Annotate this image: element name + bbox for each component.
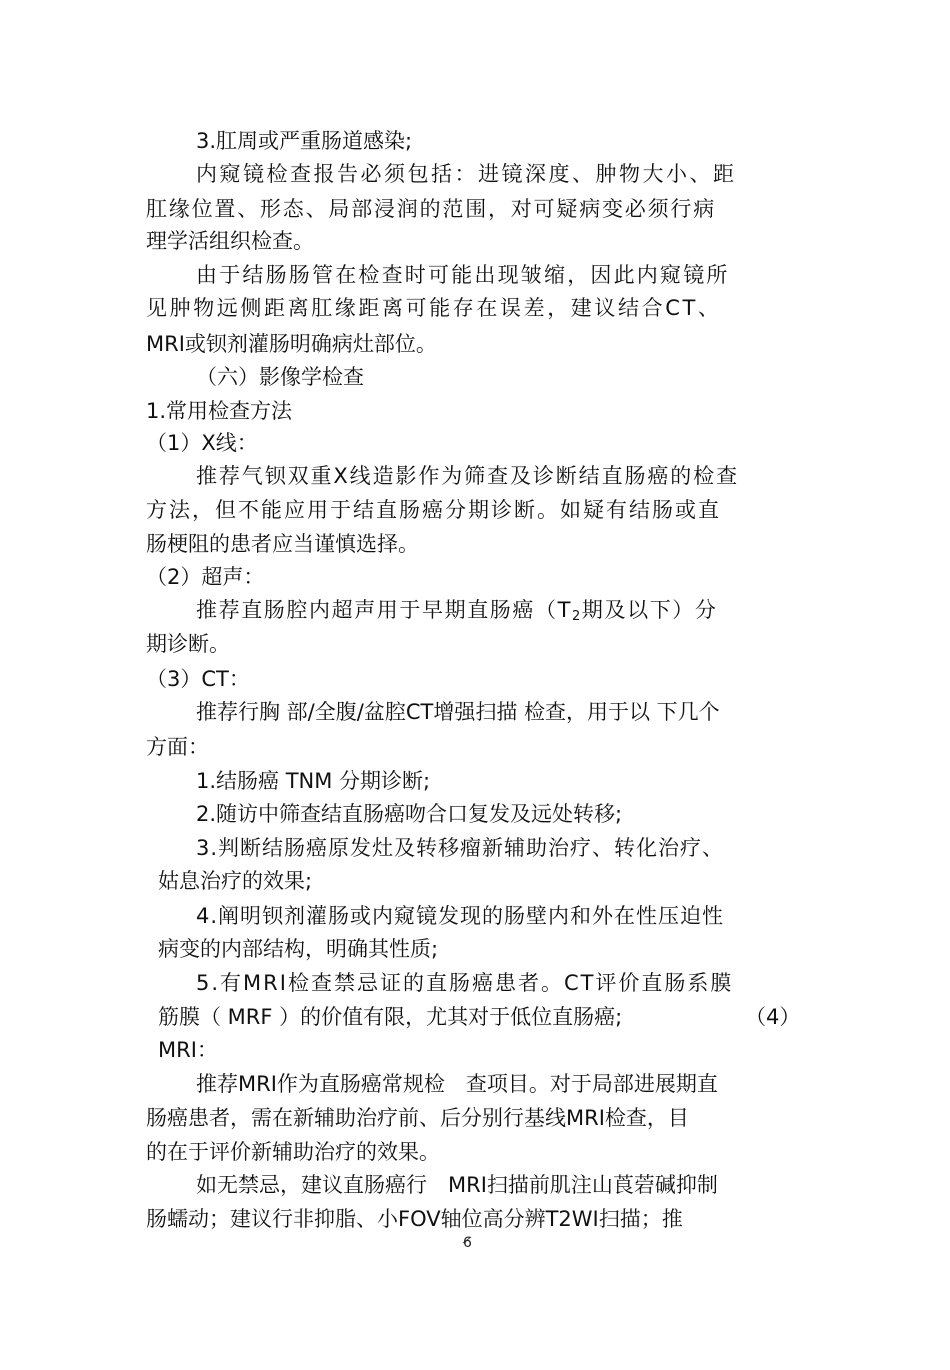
text-line-19: 方面： xyxy=(146,735,209,759)
item-heading-xray: （1）X线： xyxy=(146,431,258,455)
text-line-18: 推荐行胸 部/全腹/盆腔CT增强扫描 检查，用于以 下几个 xyxy=(196,700,720,724)
text-line-15-part-2: 期及以下）分 xyxy=(581,598,718,622)
text-line-15-part-1: 推荐直肠腔内超声用于早期直肠癌（T xyxy=(196,598,573,622)
text-line-1: 3.肛周或严重肠道感染; xyxy=(196,129,413,153)
text-line-32: 肠癌患者，需在新辅助治疗前、后分别行基线MRI检查，目 xyxy=(146,1106,689,1130)
text-line-6: 见肿物远侧距离肛缘距离可能存在误差，建议结合CT、 xyxy=(146,296,722,320)
text-line-11: 推荐气钡双重X线造影作为筛查及诊断结直肠癌的检查 xyxy=(196,464,739,488)
section-heading: （六）影像学检查 xyxy=(196,365,364,389)
text-line-35: 肠蠕动；建议行非抑脂、小FOV轴位高分辨T2WI扫描；推 xyxy=(146,1207,683,1231)
item-number-mri: （4） xyxy=(745,1005,801,1029)
ct-list-item-3: 3.判断结肠癌原发灶及转移瘤新辅助治疗、转化治疗、 xyxy=(196,836,725,860)
text-line-34: 如无禁忌，建议直肠癌行 MRI扫描前肌注山莨菪碱抑制 xyxy=(196,1173,718,1197)
ct-list-item-4-cont: 病变的内部结构，明确其性质; xyxy=(158,937,439,961)
text-line-4: 理学活组织检查。 xyxy=(146,229,314,253)
text-line-2: 内窥镜检查报告必须包括：进镜深度、肿物大小、距 xyxy=(196,162,737,186)
text-line-33: 的在于评价新辅助治疗的效果。 xyxy=(146,1140,440,1164)
text-line-12: 方法，但不能应用于结直肠癌分期诊断。如疑有结肠或直 xyxy=(146,498,721,522)
text-line-7: MRI或钡剂灌肠明确病灶部位。 xyxy=(146,332,437,356)
text-line-5: 由于结肠肠管在检查时可能出现皱缩，因此内窥镜所 xyxy=(196,263,730,287)
page-number: 6 xyxy=(463,1235,472,1251)
item-heading-ct: （3）CT： xyxy=(146,667,250,691)
ct-list-item-5-cont: 筋膜（ MRF ）的价值有限，尤其对于低位直肠癌; xyxy=(158,1005,623,1029)
ct-list-item-3-cont: 姑息治疗的效果; xyxy=(158,869,313,893)
subsection-heading: 1.常用检查方法 xyxy=(146,399,293,423)
text-line-31: 推荐MRI作为直肠癌常规检 查项目。对于局部进展期直 xyxy=(196,1072,718,1096)
ct-list-item-2: 2.随访中筛查结直肠癌吻合口复发及远处转移; xyxy=(196,802,623,826)
text-line-16: 期诊断。 xyxy=(146,632,230,656)
text-line-15 xyxy=(196,596,718,631)
ct-list-item-5: 5.有MRI检查禁忌证的直肠癌患者。CT评价直肠系膜 xyxy=(196,971,734,995)
item-heading-mri: MRI： xyxy=(158,1038,218,1062)
ct-list-item-4: 4.阐明钡剂灌肠或内窥镜发现的肠壁内和外在性压迫性 xyxy=(196,904,725,928)
ct-list-item-1: 1.结肠癌 TNM 分期诊断; xyxy=(196,769,431,793)
item-heading-ultrasound: （2）超声： xyxy=(146,565,265,589)
text-line-3: 肛缘位置、形态、局部浸润的范围，对可疑病变必须行病 xyxy=(146,197,716,221)
text-line-13: 肠梗阻的患者应当谨慎选择。 xyxy=(146,532,419,556)
subscript-2: 2 xyxy=(572,609,582,624)
